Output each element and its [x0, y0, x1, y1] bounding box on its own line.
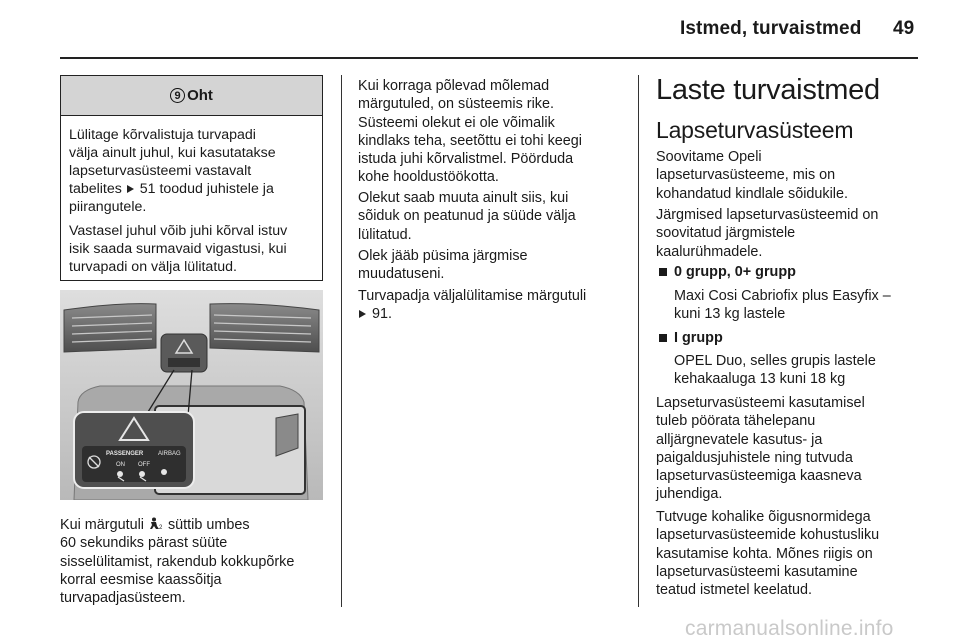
column-divider-left — [341, 75, 342, 607]
text-line: sõiduk on peatunud ja süüde välja — [358, 208, 576, 225]
warning-header — [61, 76, 322, 116]
section-heading: Laste turvaistmed — [656, 74, 880, 106]
text-line: kasutamise kohta. Mõnes riigis on — [656, 545, 873, 562]
panel-label-airbag: AIRBAG — [158, 451, 181, 457]
text-line: Tutvuge kohalike õigusnormidega — [656, 509, 871, 525]
text-line: teatud istmetel keelatud. — [656, 582, 812, 599]
text-line: Turvapadja väljalülitamise märgutuli — [358, 288, 587, 304]
text-line: 60 sekundiks pärast süüte — [60, 535, 228, 552]
text-line: Lapseturvasüsteemi kasutamisel — [656, 395, 865, 411]
text-line: sisselülitamist, rakendub kokkupõrke — [60, 553, 295, 570]
text-line: lapseturvasüsteemi kasutamine — [656, 563, 858, 580]
panel-label-on: ON — [116, 462, 125, 468]
text-line: paigaldusjuhistele ning tutvuda — [656, 449, 853, 466]
text-line: istuda juhi kõrvalistmel. Pöörduda — [358, 151, 574, 168]
panel-label-passenger: PASSENGER — [106, 451, 144, 457]
running-header-title: Istmed, turvaistmed — [680, 18, 862, 39]
text-line: Vastasel juhul võib juhi kõrval istuv — [69, 223, 288, 239]
page-reference-arrow-icon — [127, 185, 134, 193]
middle-paragraph-2 — [358, 189, 576, 244]
text-line: kindlaks teha, seetõttu ei tohi keegi — [358, 132, 582, 149]
warning-label: Oht — [187, 87, 213, 104]
text-line: kohandatud kindlale sõidukile. — [656, 185, 849, 202]
text-line: turvapadjasüsteem. — [60, 590, 186, 607]
text-line: välja ainult juhul, kui kasutatakse — [69, 145, 276, 161]
text-line: OPEL Duo, selles grupis lastele — [674, 353, 876, 369]
panel-label-off: OFF — [138, 462, 150, 468]
text-fragment: 51 toodud juhistele ja — [135, 181, 274, 197]
column-divider-right — [638, 75, 639, 607]
text-line — [60, 516, 294, 534]
watermark-text: carmanualsonline.info — [685, 617, 894, 640]
text-fragment: 91. — [368, 306, 393, 323]
text-line: kuni 13 kg lastele — [674, 306, 786, 323]
text-line: kehakaaluga 13 kuni 18 kg — [674, 371, 846, 388]
text-line: lapseturvasüsteemi vastavalt — [69, 163, 252, 179]
middle-paragraph-4 — [358, 287, 586, 324]
warning-box — [60, 75, 323, 281]
text-line: lülitatud. — [358, 226, 412, 243]
dashboard-drawing — [60, 290, 323, 500]
text-line: isik saada surmavaid vigastusi, kui — [69, 241, 287, 257]
text-fragment: süttib umbes — [163, 517, 250, 533]
text-line: lapseturvasüsteemiga kaasneva — [656, 468, 862, 485]
warning-paragraph-1 — [69, 126, 276, 216]
text-line: kohe hooldustöökotta. — [358, 169, 499, 186]
text-line: Süsteemi olekut ei ole võimalik — [358, 114, 555, 131]
text-line: Kui korraga põlevad mõlemad — [358, 78, 550, 94]
text-line: korral eesmise kaassõitja — [60, 571, 222, 588]
text-line: märgutuled, on süsteemis rike. — [358, 96, 554, 113]
text-line — [358, 305, 586, 323]
header-divider — [60, 57, 918, 59]
text-line: tuleb pöörata tähelepanu — [656, 413, 816, 430]
text-line — [69, 180, 276, 198]
bullet-marker — [659, 268, 667, 276]
bullet-title: I grupp — [674, 330, 723, 346]
right-paragraph-2 — [656, 206, 878, 261]
text-line: turvapadi on välja lülitatud. — [69, 259, 237, 275]
svg-text:2: 2 — [158, 525, 163, 530]
subsection-heading: Lapseturvasüsteem — [656, 117, 854, 143]
warning-paragraph-2 — [69, 222, 287, 276]
dashboard-illustration — [60, 290, 323, 500]
right-paragraph-1 — [656, 148, 848, 203]
text-line: Olekut saab muuta ainult siis, kui — [358, 190, 569, 206]
bullet-title: 0 grupp, 0+ grupp — [674, 264, 796, 280]
text-line: juhendiga. — [656, 486, 723, 503]
text-line: lapseturvasüsteeme, mis on — [656, 167, 836, 184]
text-line: muudatuseni. — [358, 266, 445, 283]
airbag-on-indicator-icon — [148, 517, 164, 530]
right-paragraph-4 — [656, 508, 879, 599]
page-reference-arrow-icon — [359, 310, 366, 318]
middle-paragraph-3 — [358, 247, 528, 284]
text-line: soovitatud järgmistele — [656, 225, 796, 242]
page-number: 49 — [893, 18, 915, 39]
text-line: piirangutele. — [69, 199, 147, 215]
middle-paragraph-1 — [358, 77, 582, 187]
bullet-text — [674, 287, 891, 324]
airbag-indicator-paragraph — [60, 516, 294, 607]
text-line: lapseturvasüsteemide kohustusliku — [656, 527, 880, 544]
bullet-marker — [659, 334, 667, 342]
text-fragment: tabelites — [69, 181, 126, 197]
text-line: alljärgnevatele kasutus- ja — [656, 431, 823, 448]
text-line: Olek jääb püsima järgmise — [358, 248, 528, 264]
text-line: Järgmised lapseturvasüsteemid on — [656, 207, 879, 223]
text-line: Maxi Cosi Cabriofix plus Easyfix – — [674, 288, 891, 304]
text-line: Lülitage kõrvalistuja turvapadi — [69, 127, 256, 143]
text-fragment: Kui märgutuli — [60, 517, 148, 533]
text-line: Soovitame Opeli — [656, 149, 762, 165]
warning-icon: 9 — [170, 88, 185, 103]
text-line: kaalurühmadele. — [656, 243, 763, 260]
bullet-text — [674, 352, 876, 389]
right-paragraph-3 — [656, 394, 865, 504]
